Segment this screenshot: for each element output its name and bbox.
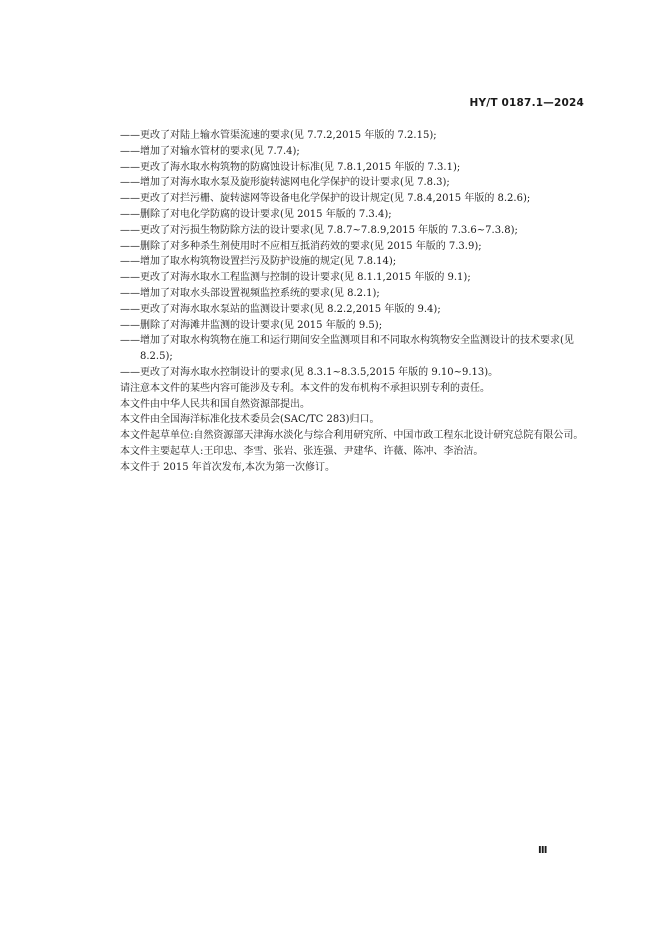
list-item-text: 删除了对电化学防腐的设计要求(见 2015 年版的 7.3.4); xyxy=(140,208,392,220)
list-item-text: 增加了对取水构筑物在施工和运行期间安全监测项目和不同取水构筑物安全监测设计的技术要求(见 8.2.5); xyxy=(140,335,574,363)
list-item xyxy=(120,239,590,255)
list-dash: —— xyxy=(120,208,140,220)
list-item xyxy=(120,254,590,270)
list-item xyxy=(120,333,590,365)
list-item xyxy=(120,191,590,207)
centralized-by: 本文件由全国海洋标准化技术委员会(SAC/TC 283)归口。 xyxy=(120,414,380,426)
proposed-by: 本文件由中华人民共和国自然资源部提出。 xyxy=(120,398,310,410)
list-dash: —— xyxy=(120,272,140,284)
list-item-text: 更改了对海水取水控制设计的要求(见 8.3.1~8.3.5,2015 年版的 9.10~9.13)。 xyxy=(140,366,499,378)
list-item xyxy=(120,223,590,239)
drafters: 本文件主要起草人:王印忠、李雪、张岩、张连强、尹建华、许薇、陈冲、李治洁。 xyxy=(120,445,484,457)
list-dash: —— xyxy=(120,130,140,141)
list-dash: —— xyxy=(120,319,140,331)
list-dash: —— xyxy=(120,193,140,205)
list-dash: —— xyxy=(120,366,140,378)
page-number: Ⅲ xyxy=(538,845,548,856)
list-dash: —— xyxy=(120,240,140,252)
list-item-text: 增加了对输水管材的要求(见 7.7.4); xyxy=(140,145,300,157)
list-item-text: 增加了对取水头部设置视频监控系统的要求(见 8.2.1); xyxy=(140,287,380,299)
list-dash: —— xyxy=(120,335,140,347)
list-dash: —— xyxy=(120,177,140,189)
list-item-text: 更改了对海水取水泵站的监测设计要求(见 8.2.2,2015 年版的 9.4); xyxy=(140,303,441,315)
list-item xyxy=(120,144,590,160)
list-item-text: 更改了对污损生物防除方法的设计要求(见 7.8.7~7.8.9,2015 年版的 7.3.6~7.3.8); xyxy=(140,224,518,236)
list-item xyxy=(120,160,590,176)
list-item xyxy=(120,175,590,191)
list-item xyxy=(120,286,590,302)
list-dash: —— xyxy=(120,224,140,236)
list-dash: —— xyxy=(120,145,140,157)
list-item xyxy=(120,207,590,223)
publication-history: 本文件于 2015 年首次发布,本次为第一次修订。 xyxy=(120,461,335,473)
change-list xyxy=(120,128,590,381)
document-body xyxy=(120,128,590,476)
list-dash: —— xyxy=(120,256,140,268)
list-item xyxy=(120,128,590,144)
list-item-text: 更改了对陆上输水管渠流速的要求(见 7.7.2,2015 年版的 7.2.15); xyxy=(140,130,437,141)
list-dash: —— xyxy=(120,303,140,315)
document-code: HY/T 0187.1—2024 xyxy=(469,97,584,109)
list-item-text: 删除了对多种杀生剂使用时不应相互抵消药效的要求(见 2015 年版的 7.3.9); xyxy=(140,240,482,252)
list-item-text: 增加了取水构筑物设置拦污及防护设施的规定(见 7.8.14); xyxy=(140,256,397,268)
list-dash: —— xyxy=(120,161,140,173)
list-item-text: 更改了海水取水构筑物的防腐蚀设计标准(见 7.8.1,2015 年版的 7.3.1); xyxy=(140,161,461,173)
list-dash: —— xyxy=(120,287,140,299)
list-item xyxy=(120,318,590,334)
list-item-text: 增加了对海水取水泵及旋形旋转滤网电化学保护的设计要求(见 7.8.3); xyxy=(140,177,450,189)
list-item xyxy=(120,365,590,381)
list-item-text: 更改了对海水取水工程监测与控制的设计要求(见 8.1.1,2015 年版的 9.1); xyxy=(140,272,471,284)
list-item xyxy=(120,270,590,286)
patent-notice: 请注意本文件的某些内容可能涉及专利。本文件的发布机构不承担识别专利的责任。 xyxy=(120,382,490,394)
list-item-text: 删除了对海滩井监测的设计要求(见 2015 年版的 9.5); xyxy=(140,319,383,331)
list-item-text: 更改了对拦污栅、旋转滤网等设备电化学保护的设计规定(见 7.8.4,2015 年版的 8.2.6); xyxy=(140,193,531,205)
list-item xyxy=(120,302,590,318)
drafting-units: 本文件起草单位:自然资源部天津海水淡化与综合利用研究所、中国市政工程东北设计研究总院有限公司。 xyxy=(120,430,584,442)
